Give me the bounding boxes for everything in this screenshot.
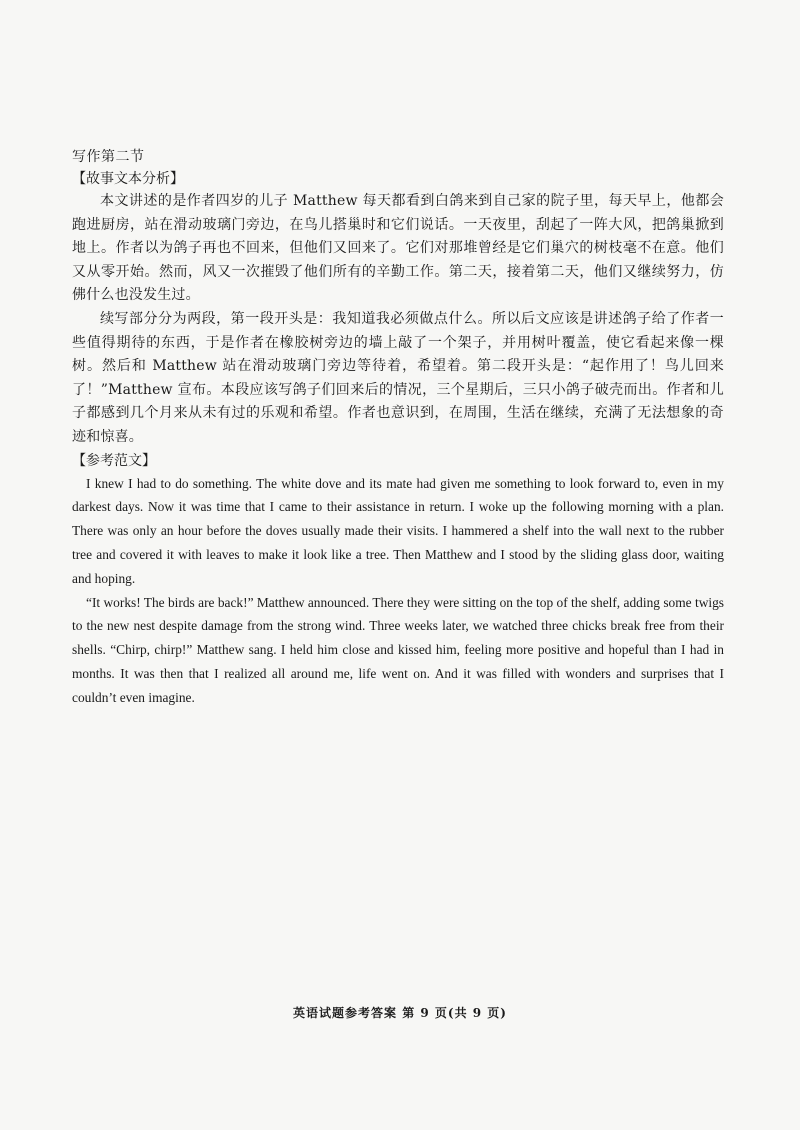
section-title: 写作第二节 <box>72 149 145 165</box>
sample-heading: 【参考范文】 <box>72 452 156 469</box>
page-footer: 英语试题参考答案 第 9 页(共 9 页) <box>293 1006 507 1020</box>
analysis-paragraph-2: 续写部分分为两段，第一段开头是：我知道我必须做点什么。所以后文应该是讲述鸽子给了作者一些值得期待的东西，于是作者在橡胶树旁边的墙上敲了一个架子，并用树叶覆盖，使它看起来像一棵树。然后和 Matthew 站在滑动玻璃门旁边等待着，希望着。第二段开头是：“起作用了！鸟儿回来了！”Matthew 宣布。本段应该写鸽子们回来后的情况，三个星期后，三只小鸽子破壳而出。作者和儿子都感到几个月来从未有过的乐观和希望。作者也意识到，在周围，生活在继续，充满了无法想象的奇迹和惊喜。 <box>72 310 724 445</box>
answer-page <box>72 146 724 710</box>
analysis-heading: 【故事文本分析】 <box>72 171 184 187</box>
sample-paragraph-2: “It works! The birds are back!” Matthew announced. There they were sitting on the top of the shelf, adding some twigs to the new nest despite damage from the strong wind. Three weeks later, we watched three chicks break free from their shells. “Chirp, chirp!” Matthew sang. I held him close and kissed him, feeling more positive and hopeful than I had in months. It was then that I realized all around me, life went on. And it was filled with wonders and surprises that I couldn’t even imagine. <box>72 594 724 705</box>
sample-paragraph-1: I knew I had to do something. The white dove and its mate had given me something to look forward to, even in my darkest days. Now it was time that I came to their assistance in return. I woke up the following morning with a plan. There was only an hour before the doves usually made their visits. I hammered a shelf into the wall next to the rubber tree and covered it with leaves to make it look like a tree. Then Matthew and I stood by the sliding glass door, waiting and hoping. <box>72 475 724 586</box>
analysis-paragraph-1: 本文讲述的是作者四岁的儿子 Matthew 每天都看到白鸽来到自己家的院子里，每天早上，他都会跑进厨房，站在滑动玻璃门旁边，在鸟儿搭巢时和它们说话。一天夜里，刮起了一阵大风，把鸽巢掀到地上。作者以为鸽子再也不回来，但他们又回来了。它们对那堆曾经是它们巢穴的树枝毫不在意。他们又从零开始。然而，风又一次摧毁了他们所有的辛勤工作。第二天，接着第二天，他们又继续努力，仿佛什么也没发生过。 <box>72 193 724 304</box>
